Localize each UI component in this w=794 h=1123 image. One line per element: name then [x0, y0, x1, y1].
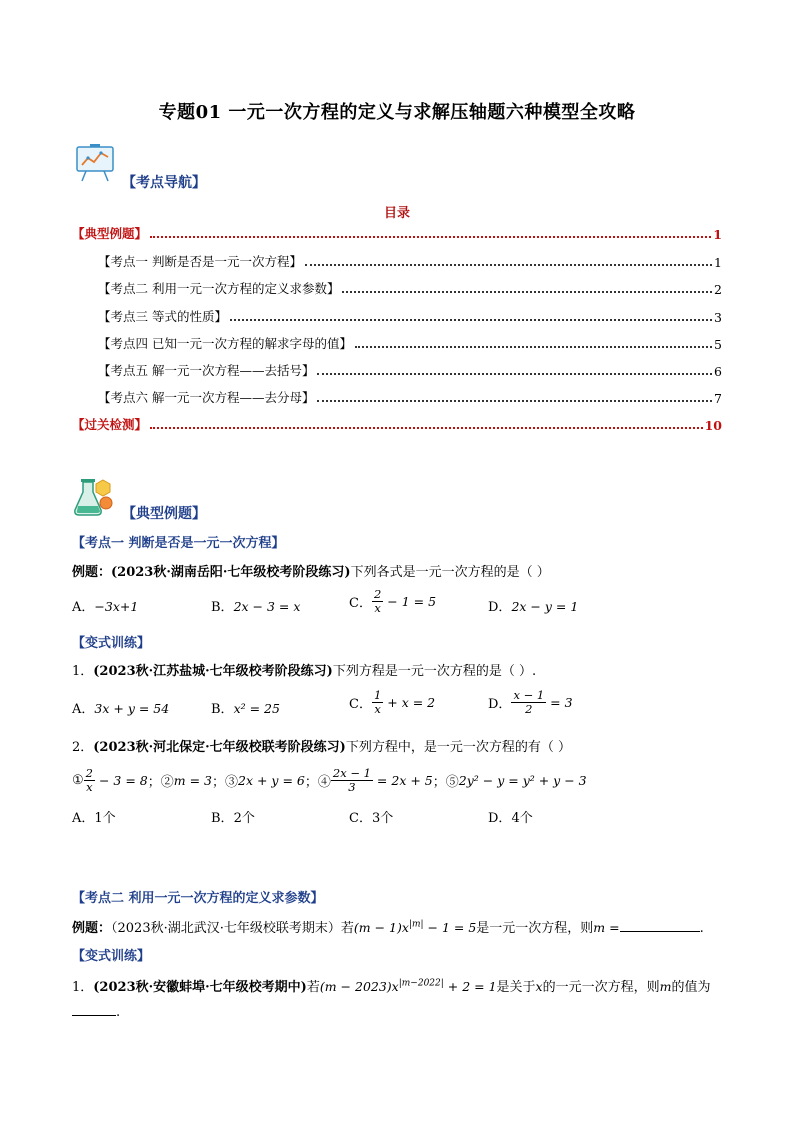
topic-2-question-1: 1．(2023秋·安徽蚌埠·七年级校考期中)若$(m - 2023)x^{|m-2022|} + 2 = 1$是关于x的一元一次方程，则m的值为: [72, 978, 711, 995]
toc-row-page: 1: [713, 227, 722, 242]
toc-row-label: 【典型例题】: [72, 226, 148, 241]
topic-2-heading: 【考点二 利用一元一次方程的定义求参数】: [72, 891, 324, 906]
topic-1-question-2: 2．(2023秋·河北保定·七年级校联考阶段练习)下列方程中，是一元一次方程的有（ ）: [72, 740, 571, 755]
toc-row-page: 7: [714, 391, 722, 406]
topic-2-example: 例题：（2023秋·湖北武汉·七年级校联考期末）若$(m - 1)x^{|m|} - 1 = 5$是一元一次方程，则m = .: [72, 919, 704, 936]
toc-leader: [342, 290, 712, 293]
topic-1-question-1: 1．(2023秋·江苏盐城·七年级校考阶段练习)下列方程是一元一次方程的是（ ）.: [72, 664, 537, 679]
example-source: (2023秋·湖南岳阳·七年级校考阶段练习): [111, 565, 351, 580]
toc-leader: [317, 399, 712, 402]
option-d: D．2x − y = 1: [488, 599, 579, 615]
toc-row[interactable]: [98, 361, 722, 379]
toc-row-page: 2: [714, 282, 722, 297]
toc-row[interactable]: [98, 334, 722, 352]
toc-row-page: 5: [714, 337, 722, 352]
answer-blank[interactable]: [620, 931, 700, 932]
option-c: C． $\frac{1}{x}$ + x = 2: [349, 688, 436, 716]
flask-icon: [72, 476, 116, 516]
nav-section-heading: 【考点导航】: [122, 175, 206, 191]
page-title: 专题01 一元一次方程的定义与求解压轴题六种模型全攻略: [158, 102, 636, 123]
toc-row[interactable]: [98, 279, 722, 297]
toc-row[interactable]: [98, 307, 722, 325]
toc-leader: [230, 318, 712, 321]
toc-row-label: 【考点四 已知一元一次方程的解求字母的值】: [98, 336, 352, 351]
toc-leader: [355, 345, 712, 348]
toc-row-label: 【考点三 等式的性质】: [98, 309, 227, 324]
option-c: C．3个: [349, 811, 394, 826]
question-2-items: ① $\frac{2}{x}$ − 3 = 8；②m = 3；③2x + y = 6；④ $\frac{2x - 1}{3}$ = 2x + 5；⑤2y² − y = y² + y − 3: [72, 766, 587, 794]
option-b: B．2个: [211, 811, 255, 826]
option-d: D．4个: [488, 811, 533, 826]
toc-row-label: 【考点五 解一元一次方程——去括号】: [98, 363, 315, 378]
toc-row-label: 【考点六 解一元一次方程——去分母】: [98, 390, 315, 405]
toc-leader: [150, 235, 711, 238]
toc-row-page: 3: [714, 310, 722, 325]
toc-row[interactable]: [72, 224, 722, 242]
toc-row-label: 【过关检测】: [72, 417, 148, 432]
option-a: A．−3x+1: [72, 599, 139, 615]
presentation-board-icon: [74, 143, 118, 183]
option-c: C． $\frac{2}{x}$ − 1 = 5: [349, 587, 437, 615]
toc-row-label: 【考点一 判断是否是一元一次方程】: [98, 254, 302, 269]
example-text: 下列各式是一元一次方程的是（ ）: [350, 565, 550, 580]
toc-row-page: 6: [714, 364, 722, 379]
option-d: D． $\frac{x - 1}{2}$ = 3: [488, 688, 573, 716]
answer-line: .: [72, 1005, 120, 1020]
toc-heading: 目录: [383, 206, 410, 221]
toc-leader: [150, 426, 703, 429]
toc-leader: [305, 263, 712, 266]
toc-row-page: 1: [714, 255, 722, 270]
topic-1-example: [72, 561, 550, 580]
variant-training-label: 【变式训练】: [72, 636, 151, 651]
option-a: A．3x + y = 54: [72, 701, 170, 717]
toc-row-page: 10: [704, 418, 722, 433]
option-b: B．2x − 3 = x: [211, 599, 301, 615]
answer-blank[interactable]: [72, 1015, 116, 1016]
option-a: A．1个: [72, 811, 116, 826]
option-b: B．x² = 25: [211, 701, 280, 717]
toc-leader: [317, 372, 712, 375]
examples-section-heading: 【典型例题】: [122, 506, 206, 522]
toc-row-label: 【考点二 利用一元一次方程的定义求参数】: [98, 281, 340, 296]
toc-row[interactable]: [98, 252, 722, 270]
variant-training-label: 【变式训练】: [72, 949, 151, 964]
topic-1-heading: 【考点一 判断是否是一元一次方程】: [72, 536, 285, 551]
toc-row[interactable]: [72, 415, 722, 433]
toc-row[interactable]: [98, 388, 722, 406]
example-label: 例题：: [72, 565, 112, 580]
